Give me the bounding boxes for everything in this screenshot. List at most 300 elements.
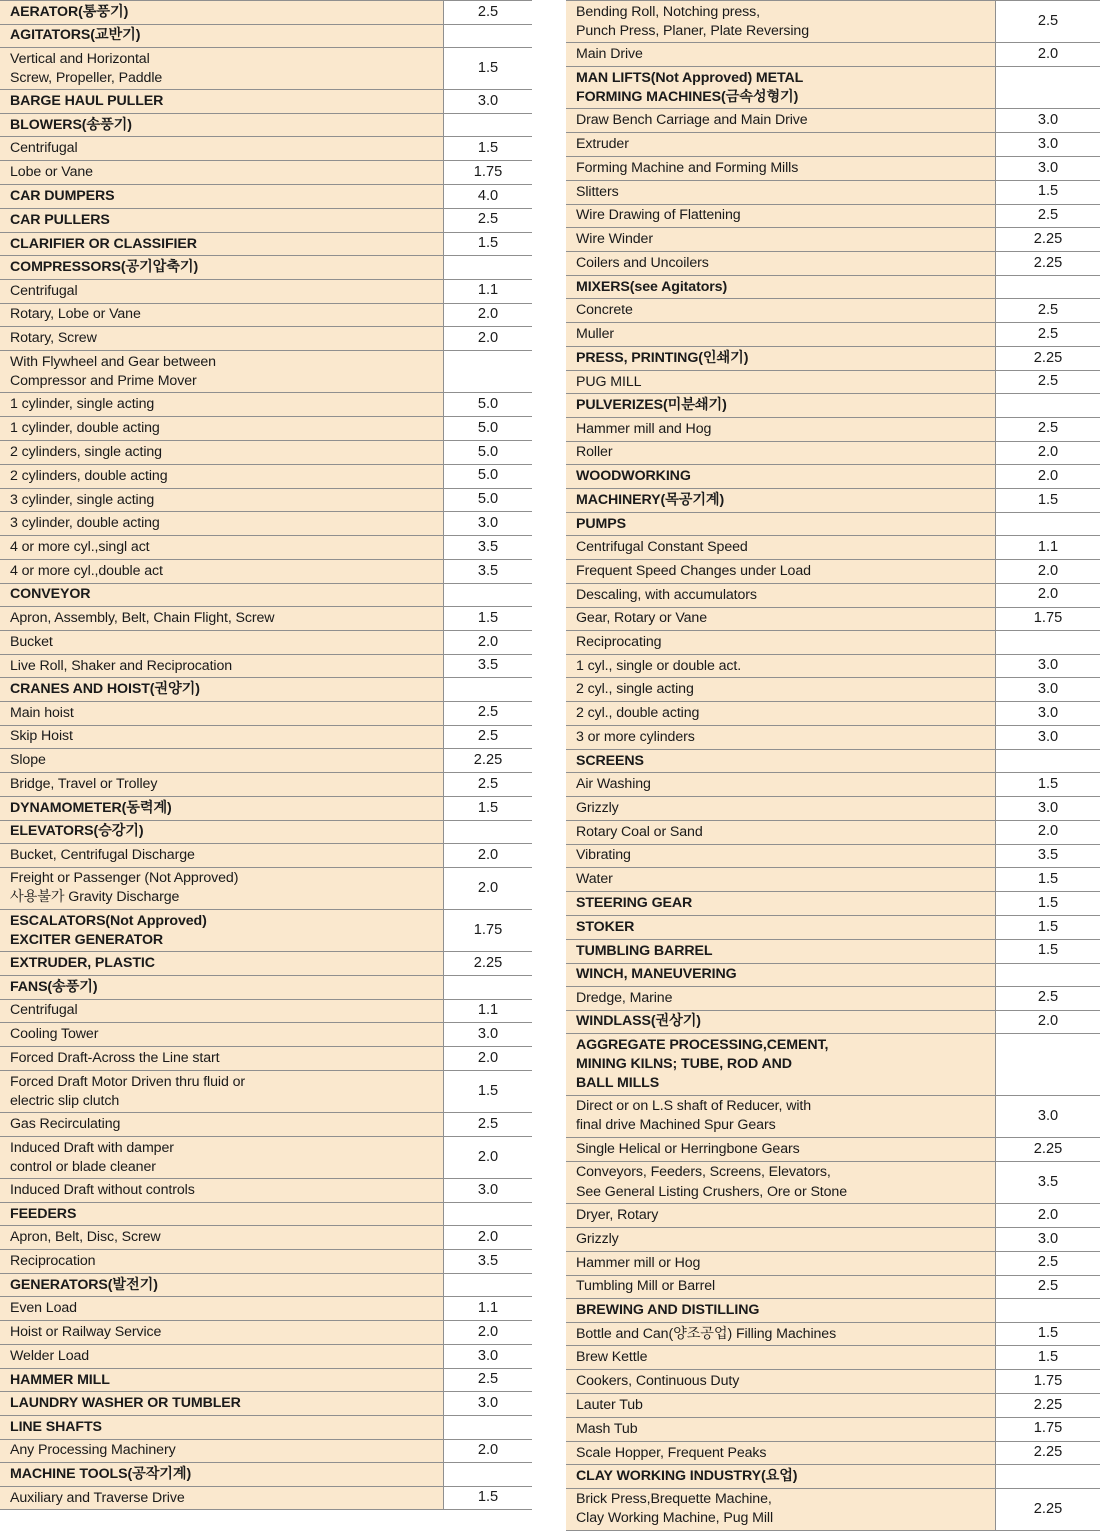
service-factor-value: 2.5 — [996, 986, 1100, 1010]
service-factor-value: 1.1 — [444, 999, 533, 1023]
service-factor-value: 1.5 — [996, 489, 1100, 513]
service-factor-value: 3.0 — [996, 157, 1100, 181]
table-row — [0, 232, 532, 256]
equipment-label: Brick Press,Brequette Machine, Clay Working Machine, Pug Mill — [566, 1488, 996, 1530]
table-row — [566, 512, 1100, 535]
service-factor-value: 2.0 — [444, 1137, 533, 1179]
equipment-label: Grizzly — [566, 1227, 996, 1251]
equipment-label: Rotary Coal or Sand — [566, 820, 996, 844]
table-row — [566, 1251, 1100, 1275]
table-row — [566, 109, 1100, 133]
service-factor-value — [444, 820, 533, 843]
service-factor-value: 1.75 — [444, 910, 533, 952]
service-factor-value: 2.25 — [996, 346, 1100, 370]
service-factor-value: 1.5 — [444, 137, 533, 161]
service-factor-value: 2.5 — [444, 725, 533, 749]
table-row — [0, 1113, 532, 1137]
service-factor-value: 2.5 — [996, 370, 1100, 394]
service-factor-value: 3.5 — [444, 560, 533, 584]
equipment-label: Single Helical or Herringbone Gears — [566, 1138, 996, 1162]
service-factor-value: 3.5 — [444, 1250, 533, 1274]
equipment-label: Gear, Rotary or Vane — [566, 607, 996, 631]
table-row — [0, 910, 532, 952]
service-factor-value: 2.5 — [444, 701, 533, 725]
table-row — [0, 393, 532, 417]
table-row — [566, 868, 1100, 892]
table-row — [566, 1346, 1100, 1370]
service-factor-value — [444, 1463, 533, 1486]
table-row — [566, 1227, 1100, 1251]
table-row — [0, 725, 532, 749]
table-row — [566, 43, 1100, 67]
service-factor-value: 1.5 — [996, 1346, 1100, 1370]
equipment-label: 3 cylinder, double acting — [0, 512, 444, 536]
service-factor-value: 2.5 — [996, 323, 1100, 347]
equipment-label: 1 cylinder, double acting — [0, 417, 444, 441]
service-factor-value: 1.5 — [996, 1322, 1100, 1346]
service-factor-value: 2.5 — [996, 417, 1100, 441]
service-factor-value: 2.0 — [996, 441, 1100, 465]
service-factor-value: 3.5 — [444, 536, 533, 560]
service-factor-value: 2.25 — [444, 749, 533, 773]
equipment-label: 2 cyl., single acting — [566, 678, 996, 702]
service-factor-value: 1.5 — [996, 180, 1100, 204]
equipment-label: Induced Draft without controls — [0, 1179, 444, 1203]
table-row — [0, 90, 532, 114]
category-label: BLOWERS(송풍기) — [0, 114, 444, 137]
table-row — [566, 844, 1100, 868]
table-row — [0, 1416, 532, 1439]
service-factor-value: 4.0 — [444, 185, 533, 209]
equipment-label: Lauter Tub — [566, 1394, 996, 1418]
table-row — [0, 417, 532, 441]
table-row — [0, 48, 532, 90]
service-factor-value: 1.5 — [444, 607, 533, 631]
service-factor-value — [444, 976, 533, 999]
category-label: CAR DUMPERS — [0, 185, 444, 209]
service-factor-value: 2.0 — [444, 844, 533, 868]
service-factor-value — [444, 1416, 533, 1439]
service-factor-value: 2.0 — [996, 1010, 1100, 1034]
service-factor-value: 1.75 — [996, 607, 1100, 631]
equipment-label: Bridge, Travel or Trolley — [0, 773, 444, 797]
table-row — [566, 1138, 1100, 1162]
table-row — [0, 1439, 532, 1463]
table-row — [566, 702, 1100, 726]
service-factor-value — [444, 351, 533, 393]
table-row — [0, 1226, 532, 1250]
service-factor-value: 3.0 — [996, 678, 1100, 702]
table-row — [566, 1095, 1100, 1137]
category-label: CLARIFIER OR CLASSIFIER — [0, 232, 444, 256]
equipment-label: Skip Hoist — [0, 725, 444, 749]
equipment-label: Muller — [566, 323, 996, 347]
equipment-label: Concrete — [566, 299, 996, 323]
category-label: PUMPS — [566, 512, 996, 535]
equipment-label: Direct or on L.S shaft of Reducer, with final drive Machined Spur Gears — [566, 1095, 996, 1137]
service-factor-value: 5.0 — [444, 441, 533, 465]
service-factor-value: 2.25 — [996, 252, 1100, 276]
table-row — [0, 844, 532, 868]
table-row — [566, 394, 1100, 417]
service-factor-value: 1.1 — [444, 279, 533, 303]
table-row — [0, 999, 532, 1023]
service-factor-value: 2.25 — [996, 1394, 1100, 1418]
service-factor-value: 1.5 — [444, 232, 533, 256]
service-factor-value: 2.5 — [444, 208, 533, 232]
table-row — [566, 252, 1100, 276]
service-factor-value: 1.5 — [996, 868, 1100, 892]
table-row — [566, 986, 1100, 1010]
service-factor-value: 2.0 — [444, 867, 533, 909]
category-label: MIXERS(see Agitators) — [566, 276, 996, 299]
table-row — [0, 161, 532, 185]
equipment-label: Draw Bench Carriage and Main Drive — [566, 109, 996, 133]
service-factor-value — [996, 276, 1100, 299]
service-factor-value: 2.0 — [996, 583, 1100, 607]
table-row — [566, 1010, 1100, 1034]
table-row — [566, 67, 1100, 109]
category-label: FEEDERS — [0, 1203, 444, 1226]
table-row — [566, 1299, 1100, 1322]
service-factor-value — [444, 256, 533, 279]
equipment-label: Rotary, Screw — [0, 327, 444, 351]
table-row — [566, 560, 1100, 584]
service-factor-value: 1.5 — [444, 796, 533, 820]
service-factor-value: 1.5 — [996, 892, 1100, 916]
service-factor-value: 2.25 — [996, 1441, 1100, 1465]
table-row — [0, 185, 532, 209]
service-factor-value: 3.0 — [996, 1227, 1100, 1251]
service-factor-value: 1.5 — [444, 1486, 533, 1510]
service-factor-value: 2.25 — [996, 1488, 1100, 1530]
table-row — [566, 417, 1100, 441]
service-factor-value: 3.0 — [996, 654, 1100, 678]
service-factor-value: 1.5 — [996, 915, 1100, 939]
equipment-label: Main hoist — [0, 701, 444, 725]
table-row — [0, 24, 532, 47]
category-label: LAUNDRY WASHER OR TUMBLER — [0, 1392, 444, 1416]
service-factor-value: 2.0 — [996, 820, 1100, 844]
category-label: ELEVATORS(승강기) — [0, 820, 444, 843]
equipment-label: Tumbling Mill or Barrel — [566, 1275, 996, 1299]
equipment-label: Dryer, Rotary — [566, 1204, 996, 1228]
service-factor-value: 2.5 — [996, 1, 1100, 43]
table-row — [0, 1463, 532, 1486]
table-row — [0, 1368, 532, 1392]
table-row — [0, 512, 532, 536]
table-row — [566, 773, 1100, 797]
equipment-label: Frequent Speed Changes under Load — [566, 560, 996, 584]
table-row — [0, 820, 532, 843]
equipment-label: Cookers, Continuous Duty — [566, 1370, 996, 1394]
service-factor-value: 1.1 — [444, 1297, 533, 1321]
service-factor-value — [996, 67, 1100, 109]
category-label: CRANES AND HOIST(권양기) — [0, 678, 444, 701]
equipment-label: Wire Winder — [566, 228, 996, 252]
equipment-label: Induced Draft with damper control or blade cleaner — [0, 1137, 444, 1179]
table-row — [566, 631, 1100, 654]
category-label: COMPRESSORS(공기압축기) — [0, 256, 444, 279]
table-row — [566, 157, 1100, 181]
equipment-label: Wire Drawing of Flattening — [566, 204, 996, 228]
table-row — [0, 327, 532, 351]
service-factor-value: 3.0 — [996, 702, 1100, 726]
equipment-label: Any Processing Machinery — [0, 1439, 444, 1463]
service-factor-value: 3.0 — [444, 1023, 533, 1047]
category-label: STEERING GEAR — [566, 892, 996, 916]
table-row — [0, 137, 532, 161]
service-factor-value: 2.5 — [996, 299, 1100, 323]
service-factor-value — [444, 1274, 533, 1297]
category-label: CAR PULLERS — [0, 208, 444, 232]
table-row — [0, 1137, 532, 1179]
service-factor-value: 2.5 — [444, 1113, 533, 1137]
table-row — [0, 1250, 532, 1274]
table-row — [0, 441, 532, 465]
table-row — [566, 915, 1100, 939]
table-row — [0, 701, 532, 725]
table-row — [566, 133, 1100, 157]
service-factor-value — [996, 631, 1100, 654]
category-label: WINCH, MANEUVERING — [566, 963, 996, 986]
service-factor-value: 2.25 — [996, 228, 1100, 252]
equipment-label: Even Load — [0, 1297, 444, 1321]
service-factor-value: 2.5 — [996, 1251, 1100, 1275]
equipment-label: Hoist or Railway Service — [0, 1321, 444, 1345]
category-label: MACHINE TOOLS(공작기계) — [0, 1463, 444, 1486]
equipment-label: Centrifugal — [0, 999, 444, 1023]
table-row — [0, 1486, 532, 1510]
service-factor-value: 3.0 — [996, 109, 1100, 133]
table-row — [0, 976, 532, 999]
service-factor-value: 3.0 — [444, 1392, 533, 1416]
service-factor-value: 5.0 — [444, 393, 533, 417]
table-row — [566, 323, 1100, 347]
table-row — [0, 1274, 532, 1297]
table-row — [0, 1321, 532, 1345]
category-label: TUMBLING BARREL — [566, 939, 996, 963]
service-factor-value: 2.0 — [444, 327, 533, 351]
table-row — [0, 279, 532, 303]
equipment-label: Roller — [566, 441, 996, 465]
equipment-label: Bucket, Centrifugal Discharge — [0, 844, 444, 868]
equipment-label: Slitters — [566, 180, 996, 204]
table-row — [566, 1488, 1100, 1530]
service-factor-value — [996, 749, 1100, 772]
table-row — [566, 607, 1100, 631]
table-row — [0, 464, 532, 488]
equipment-label: Coilers and Uncoilers — [566, 252, 996, 276]
service-factor-value: 2.0 — [444, 1226, 533, 1250]
table-row — [566, 1465, 1100, 1488]
table-row — [566, 678, 1100, 702]
equipment-label: Apron, Assembly, Belt, Chain Flight, Screw — [0, 607, 444, 631]
table-row — [566, 1417, 1100, 1441]
category-label: CLAY WORKING INDUSTRY(요업) — [566, 1465, 996, 1488]
table-row — [0, 583, 532, 606]
equipment-label: Descaling, with accumulators — [566, 583, 996, 607]
equipment-label: Grizzly — [566, 796, 996, 820]
table-row — [0, 560, 532, 584]
table-row — [566, 1275, 1100, 1299]
service-factor-value: 2.5 — [444, 1368, 533, 1392]
equipment-label: Live Roll, Shaker and Reciprocation — [0, 654, 444, 678]
service-factor-value: 3.0 — [996, 1095, 1100, 1137]
table-row — [566, 796, 1100, 820]
category-label: STOKER — [566, 915, 996, 939]
table-row — [0, 1297, 532, 1321]
category-label: PULVERIZES(미분쇄기) — [566, 394, 996, 417]
table-row — [566, 749, 1100, 772]
category-label: LINE SHAFTS — [0, 1416, 444, 1439]
equipment-label: Conveyors, Feeders, Screens, Elevators, See General Listing Crushers, Ore or Stone — [566, 1161, 996, 1203]
table-row — [566, 1034, 1100, 1095]
table-row — [566, 1161, 1100, 1203]
equipment-label: Lobe or Vane — [0, 161, 444, 185]
service-factor-value — [444, 583, 533, 606]
category-label: WOODWORKING — [566, 465, 996, 489]
service-factor-value — [996, 1299, 1100, 1322]
category-label: AGITATORS(교반기) — [0, 24, 444, 47]
service-factor-value: 3.0 — [996, 796, 1100, 820]
table-row — [566, 1322, 1100, 1346]
table-row — [0, 1023, 532, 1047]
equipment-label: Forming Machine and Forming Mills — [566, 157, 996, 181]
equipment-label: PUG MILL — [566, 370, 996, 394]
service-factor-value: 2.0 — [444, 1439, 533, 1463]
service-factor-value: 3.5 — [996, 844, 1100, 868]
category-label: WINDLASS(권상기) — [566, 1010, 996, 1034]
category-label: GENERATORS(발전기) — [0, 1274, 444, 1297]
category-label: EXTRUDER, PLASTIC — [0, 952, 444, 976]
category-label: DYNAMOMETER(동력계) — [0, 796, 444, 820]
category-label: CONVEYOR — [0, 583, 444, 606]
equipment-label: 3 cylinder, single acting — [0, 488, 444, 512]
service-factor-value — [444, 24, 533, 47]
service-factor-value: 1.75 — [996, 1417, 1100, 1441]
table-row — [566, 441, 1100, 465]
service-factor-value: 2.5 — [996, 204, 1100, 228]
table-row — [0, 208, 532, 232]
service-factor-value: 3.0 — [996, 133, 1100, 157]
left-table-column — [0, 0, 532, 1510]
equipment-label: 1 cylinder, single acting — [0, 393, 444, 417]
equipment-label: 3 or more cylinders — [566, 726, 996, 750]
service-factor-value: 3.0 — [996, 726, 1100, 750]
equipment-label: 2 cyl., double acting — [566, 702, 996, 726]
equipment-label: Gas Recirculating — [0, 1113, 444, 1137]
service-factor-value: 2.0 — [444, 1321, 533, 1345]
equipment-label: Slope — [0, 749, 444, 773]
table-row — [0, 796, 532, 820]
table-row — [0, 678, 532, 701]
table-row — [566, 892, 1100, 916]
table-row — [566, 228, 1100, 252]
service-factor-value: 5.0 — [444, 464, 533, 488]
equipment-label: Brew Kettle — [566, 1346, 996, 1370]
service-factor-value: 2.25 — [444, 952, 533, 976]
service-factor-value: 1.5 — [996, 773, 1100, 797]
table-row — [566, 963, 1100, 986]
service-factor-value: 1.5 — [996, 939, 1100, 963]
table-row — [0, 1203, 532, 1226]
service-factor-value: 3.0 — [444, 512, 533, 536]
equipment-label: Extruder — [566, 133, 996, 157]
category-label: ESCALATORS(Not Approved) EXCITER GENERATOR — [0, 910, 444, 952]
service-factor-value — [996, 1465, 1100, 1488]
table-row — [0, 1179, 532, 1203]
category-label: FANS(송풍기) — [0, 976, 444, 999]
equipment-label: With Flywheel and Gear between Compressor and Prime Mover — [0, 351, 444, 393]
service-factor-value — [996, 963, 1100, 986]
service-factor-value: 5.0 — [444, 417, 533, 441]
service-factor-value — [444, 678, 533, 701]
service-factor-value: 2.5 — [444, 773, 533, 797]
table-row — [0, 607, 532, 631]
equipment-label: Freight or Passenger (Not Approved) 사용불가 Gravity Discharge — [0, 867, 444, 909]
table-row — [0, 1047, 532, 1071]
category-label: BREWING AND DISTILLING — [566, 1299, 996, 1322]
service-factor-value — [996, 1034, 1100, 1095]
service-factor-value: 2.5 — [996, 1275, 1100, 1299]
equipment-label: Reciprocating — [566, 631, 996, 654]
equipment-label: Hammer mill and Hog — [566, 417, 996, 441]
table-row — [566, 654, 1100, 678]
equipment-label: Hammer mill or Hog — [566, 1251, 996, 1275]
table-row — [566, 276, 1100, 299]
service-factor-value: 2.0 — [996, 43, 1100, 67]
table-row — [566, 299, 1100, 323]
service-factor-value: 3.5 — [996, 1161, 1100, 1203]
equipment-label: Mash Tub — [566, 1417, 996, 1441]
right-table-column — [566, 0, 1100, 1531]
equipment-label: 4 or more cyl.,double act — [0, 560, 444, 584]
service-factor-value: 5.0 — [444, 488, 533, 512]
category-label: MAN LIFTS(Not Approved) METAL FORMING MACHINES(금속성형기) — [566, 67, 996, 109]
equipment-label: 2 cylinders, single acting — [0, 441, 444, 465]
table-row — [0, 1392, 532, 1416]
table-row — [566, 180, 1100, 204]
table-row — [566, 489, 1100, 513]
category-label: BARGE HAUL PULLER — [0, 90, 444, 114]
equipment-label: Cooling Tower — [0, 1023, 444, 1047]
table-row — [566, 939, 1100, 963]
equipment-label: Rotary, Lobe or Vane — [0, 303, 444, 327]
table-row — [566, 726, 1100, 750]
table-row — [566, 1, 1100, 43]
service-factor-value: 3.5 — [444, 654, 533, 678]
category-label: HAMMER MILL — [0, 1368, 444, 1392]
service-factor-value — [444, 1203, 533, 1226]
category-label: AERATOR(통풍기) — [0, 1, 444, 25]
service-factor-value: 3.0 — [444, 1344, 533, 1368]
service-factor-value: 1.5 — [444, 48, 533, 90]
service-factor-value — [444, 114, 533, 137]
table-row — [566, 1441, 1100, 1465]
service-factor-table-left — [0, 0, 532, 1510]
table-row — [566, 583, 1100, 607]
service-factor-value: 1.75 — [444, 161, 533, 185]
table-row — [0, 654, 532, 678]
category-label: SCREENS — [566, 749, 996, 772]
table-row — [0, 749, 532, 773]
table-row — [0, 303, 532, 327]
table-row — [566, 1370, 1100, 1394]
table-row — [0, 773, 532, 797]
table-row — [566, 370, 1100, 394]
service-factor-value: 1.1 — [996, 536, 1100, 560]
